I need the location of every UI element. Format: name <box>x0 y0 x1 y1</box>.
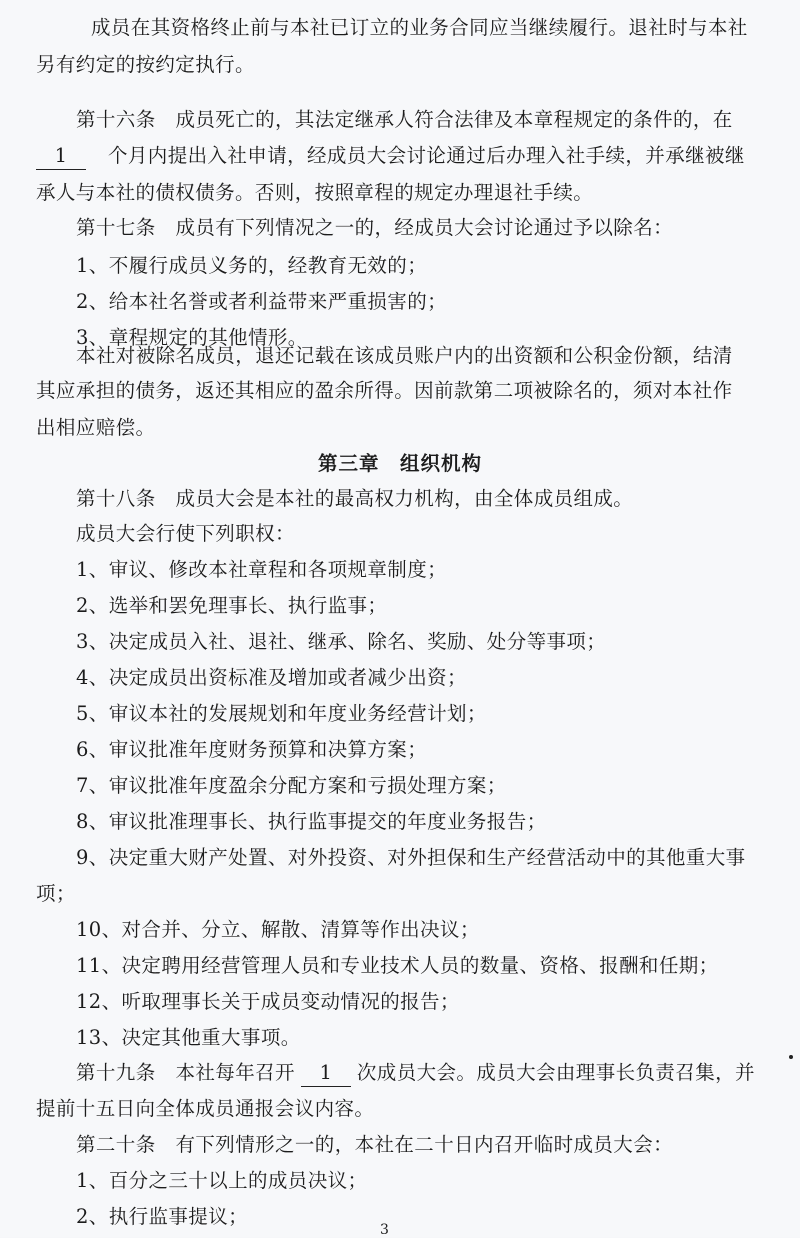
article-19-line <box>76 1058 755 1088</box>
paragraph-line: 成员大会行使下列职权： <box>76 522 295 545</box>
paragraph-line: 出相应赔偿。 <box>36 416 156 439</box>
scan-speck <box>789 1055 793 1059</box>
paragraph-line: 另有约定的按约定执行。 <box>36 53 255 76</box>
list-item: 1、审议、修改本社章程和各项规章制度； <box>76 558 448 581</box>
list-item: 11、决定聘用经营管理人员和专业技术人员的数量、资格、报酬和任期； <box>76 954 719 977</box>
chapter-heading: 第三章 组织机构 <box>317 452 482 475</box>
fill-in-blank: 1 <box>301 1060 351 1087</box>
list-item: 4、决定成员出资标准及增加或者减少出资； <box>76 666 467 689</box>
page-number: 3 <box>380 1222 389 1238</box>
paragraph-line: 成员在其资格终止前与本社已订立的业务合同应当继续履行。退社时与本社 <box>91 16 748 39</box>
list-item: 3、决定成员入社、退社、继承、除名、奖励、处分等事项； <box>76 630 607 653</box>
list-item: 5、审议本社的发展规划和年度业务经营计划； <box>76 702 487 725</box>
list-item: 13、决定其他重大事项。 <box>76 1026 301 1049</box>
list-item: 3、章程规定的其他情形。 <box>76 326 308 349</box>
article-16-line <box>36 141 745 171</box>
fill-in-blank: 1 <box>36 143 86 170</box>
list-item: 2、选举和罢免理事长、执行监事； <box>76 594 388 617</box>
list-item: 12、听取理事长关于成员变动情况的报告； <box>76 990 460 1013</box>
list-item: 项； <box>36 882 76 905</box>
article-19-text: 次成员大会。成员大会由理事长负责召集，并 <box>356 1061 755 1084</box>
list-item: 1、不履行成员义务的，经教育无效的； <box>76 254 428 277</box>
article-18-line: 第十八条 成员大会是本社的最高权力机构，由全体成员组成。 <box>76 487 634 510</box>
list-item: 1、百分之三十以上的成员决议； <box>76 1169 368 1192</box>
article-16-line: 第十六条 成员死亡的，其法定继承人符合法律及本章程规定的条件的，在 <box>76 108 733 131</box>
list-item: 10、对合并、分立、解散、清算等作出决议； <box>76 918 480 941</box>
article-17-line: 第十七条 成员有下列情况之一的，经成员大会讨论通过予以除名： <box>76 216 674 239</box>
article-16-line: 承人与本社的债权债务。否则，按照章程的规定办理退社手续。 <box>36 181 594 204</box>
article-19-line: 提前十五日向全体成员通报会议内容。 <box>36 1097 375 1120</box>
list-item: 9、决定重大财产处置、对外投资、对外担保和生产经营活动中的其他重大事 <box>76 846 746 869</box>
article-19-text: 第十九条 本社每年召开 <box>76 1061 295 1084</box>
list-item: 8、审议批准理事长、执行监事提交的年度业务报告； <box>76 810 547 833</box>
paragraph-line: 本社对被除名成员，退还记载在该成员账户内的出资额和公积金份额，结清 <box>76 344 733 367</box>
list-item: 7、审议批准年度盈余分配方案和亏损处理方案； <box>76 774 507 797</box>
list-item: 6、审议批准年度财务预算和决算方案； <box>76 738 428 761</box>
paragraph-line: 其应承担的债务，返还其相应的盈余所得。因前款第二项被除名的，须对本社作 <box>36 379 733 402</box>
list-item: 2、执行监事提议； <box>76 1205 249 1228</box>
list-item: 2、给本社名誉或者利益带来严重损害的； <box>76 290 448 313</box>
article-20-line: 第二十条 有下列情形之一的，本社在二十日内召开临时成员大会： <box>76 1133 674 1156</box>
article-16-text: 个月内提出入社申请，经成员大会讨论通过后办理入社手续，并承继被继 <box>108 144 745 167</box>
